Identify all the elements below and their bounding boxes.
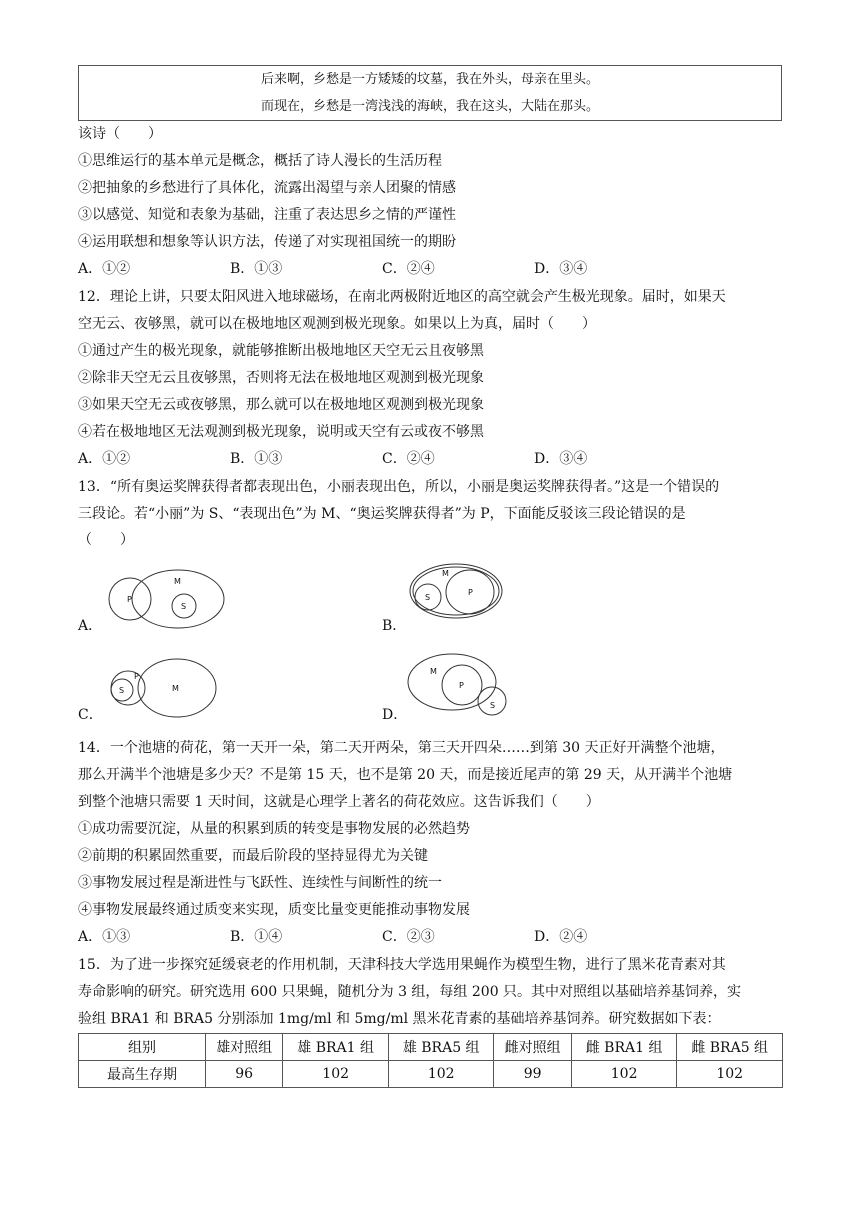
data-table — [78, 1033, 783, 1088]
q14-option-b[interactable]: B．①④ — [230, 929, 283, 945]
q14-item: ③事物发展过程是渐进性与飞跃性、连续性与间断性的统一 — [78, 875, 442, 891]
q15-stem: 15．为了进一步探究延缓衰老的作用机制，天津科技大学选用果蝇作为模型生物，进行了黑米花青素对其 — [78, 957, 726, 973]
q11-item: ②把抽象的乡愁进行了具体化，流露出渴望与亲人团聚的情感 — [78, 180, 456, 196]
q13-stem: 三段论。若“小丽”为 S、“表现出色”为 M、“奥运奖牌获得者”为 P，下面能反驳该三段论错误的是 — [78, 506, 686, 522]
q12-option-a[interactable]: A．①② — [78, 451, 131, 467]
table-header-cell: 雌对照组 — [494, 1034, 571, 1061]
table-cell: 99 — [494, 1061, 571, 1088]
table-cell: 102 — [571, 1061, 677, 1088]
label-p: P — [127, 595, 132, 604]
poem-line: 后来啊，乡愁是一方矮矮的坟墓，我在外头，母亲在里头。 — [260, 72, 599, 87]
table-header-cell: 雄 BRA1 组 — [283, 1034, 389, 1061]
q14-stem: 到整个池塘只需要 1 天时间，这就是心理学上著名的荷花效应。这告诉我们（ ） — [78, 794, 600, 810]
label-m: M — [430, 667, 437, 676]
q11-stem: 该诗（ ） — [78, 126, 162, 142]
q12-option-c[interactable]: C．②④ — [382, 451, 435, 467]
q15-stem: 验组 BRA1 和 BRA5 分别添加 1mg/ml 和 5mg/ml 黑米花青素的基础培养基饲养。研究数据如下表： — [78, 1011, 721, 1027]
venn-diagram-b — [406, 562, 510, 620]
q14-option-d[interactable]: D．②④ — [534, 929, 588, 945]
q12-item: ③如果天空无云或夜够黑，那么就可以在极地地区观测到极光现象 — [78, 397, 484, 413]
q12-item: ②除非天空无云且夜够黑，否则将无法在极地地区观测到极光现象 — [78, 370, 484, 386]
poem-line: 而现在，乡愁是一湾浅浅的海峡，我在这头，大陆在那头。 — [260, 99, 599, 114]
q12-option-d[interactable]: D．③④ — [534, 451, 588, 467]
label-s: S — [119, 686, 125, 695]
label-m: M — [442, 569, 449, 578]
venn-diagram-a — [105, 568, 227, 630]
q14-item: ②前期的积累固然重要，而最后阶段的坚持显得尤为关键 — [78, 848, 428, 864]
q14-item: ④事物发展最终通过质变来实现，质变比量变更能推动事物发展 — [78, 902, 470, 918]
q11-item: ③以感觉、知觉和表象为基础，注重了表达思乡之情的严谨性 — [78, 207, 456, 223]
q14-option-c[interactable]: C．②③ — [382, 929, 435, 945]
q12-stem: 12．理论上讲，只要太阳风进入地球磁场，在南北两极附近地区的高空就会产生极光现象。届时，如果天 — [78, 289, 726, 305]
table-header-cell: 组别 — [79, 1034, 206, 1061]
label-m: M — [172, 684, 179, 693]
table-cell: 最高生存期 — [79, 1061, 206, 1088]
label-p: P — [459, 681, 464, 690]
q15-stem: 寿命影响的研究。研究选用 600 只果蝇，随机分为 3 组，每组 200 只。其中对照组以基础培养基饲养，实 — [78, 984, 742, 1000]
q12-item: ④若在极地地区无法观测到极光现象，说明或天空有云或夜不够黑 — [78, 424, 484, 440]
label-s: S — [181, 602, 187, 611]
table-header-row — [79, 1034, 783, 1061]
circle-m — [408, 654, 496, 710]
q13-stem: （ ） — [78, 532, 134, 548]
table-cell: 102 — [388, 1061, 494, 1088]
label-m: M — [174, 577, 181, 586]
q13-option-d[interactable]: D． — [382, 707, 408, 723]
q13-stem: 13．“所有奥运奖牌获得者都表现出色，小丽表现出色，所以，小丽是奥运奖牌获得者。”这是一个错误的 — [78, 479, 720, 495]
label-p: P — [468, 588, 473, 597]
table-header-cell: 雌 BRA5 组 — [677, 1034, 783, 1061]
q12-option-b[interactable]: B．①③ — [230, 451, 283, 467]
label-s: S — [490, 701, 496, 710]
table-cell: 102 — [283, 1061, 389, 1088]
q11-option-b[interactable]: B．①③ — [230, 261, 283, 277]
q14-item: ①成功需要沉淀，从量的积累到质的转变是事物发展的必然趋势 — [78, 821, 470, 837]
venn-diagram-d — [406, 652, 510, 718]
q13-option-c[interactable]: C． — [78, 707, 103, 723]
q14-stem: 14．一个池塘的荷花，第一天开一朵，第二天开两朵，第三天开四朵……到第 30 天正好开满整个池塘， — [78, 740, 725, 756]
table-header-cell: 雄 BRA5 组 — [388, 1034, 494, 1061]
q12-stem: 空无云、夜够黑，就可以在极地地区观测到极光现象。如果以上为真，届时（ ） — [78, 316, 596, 332]
q14-stem: 那么开满半个池塘是多少天？不是第 15 天，也不是第 20 天，而是接近尾声的第 29 天，从开满半个池塘 — [78, 767, 733, 783]
q11-item: ①思维运行的基本单元是概念，概括了诗人漫长的生活历程 — [78, 153, 442, 169]
q14-option-a[interactable]: A．①③ — [78, 929, 131, 945]
table-cell: 96 — [206, 1061, 283, 1088]
label-s: S — [425, 593, 431, 602]
table-header-cell: 雄对照组 — [206, 1034, 283, 1061]
q11-item: ④运用联想和想象等认识方法，传递了对实现祖国统一的期盼 — [78, 234, 456, 250]
table-header-cell: 雌 BRA1 组 — [571, 1034, 677, 1061]
circle-p — [111, 671, 145, 705]
q13-option-a[interactable]: A． — [78, 618, 103, 634]
q11-option-a[interactable]: A．①② — [78, 261, 131, 277]
table-row — [79, 1061, 783, 1088]
label-p: P — [134, 672, 139, 681]
q12-item: ①通过产生的极光现象，就能够推断出极地地区天空无云且夜够黑 — [78, 343, 484, 359]
q11-option-c[interactable]: C．②④ — [382, 261, 435, 277]
venn-diagram-c — [105, 657, 219, 719]
q13-option-b[interactable]: B． — [382, 618, 407, 634]
q11-option-d[interactable]: D．③④ — [534, 261, 588, 277]
table-cell: 102 — [677, 1061, 783, 1088]
poem-box — [78, 65, 782, 121]
